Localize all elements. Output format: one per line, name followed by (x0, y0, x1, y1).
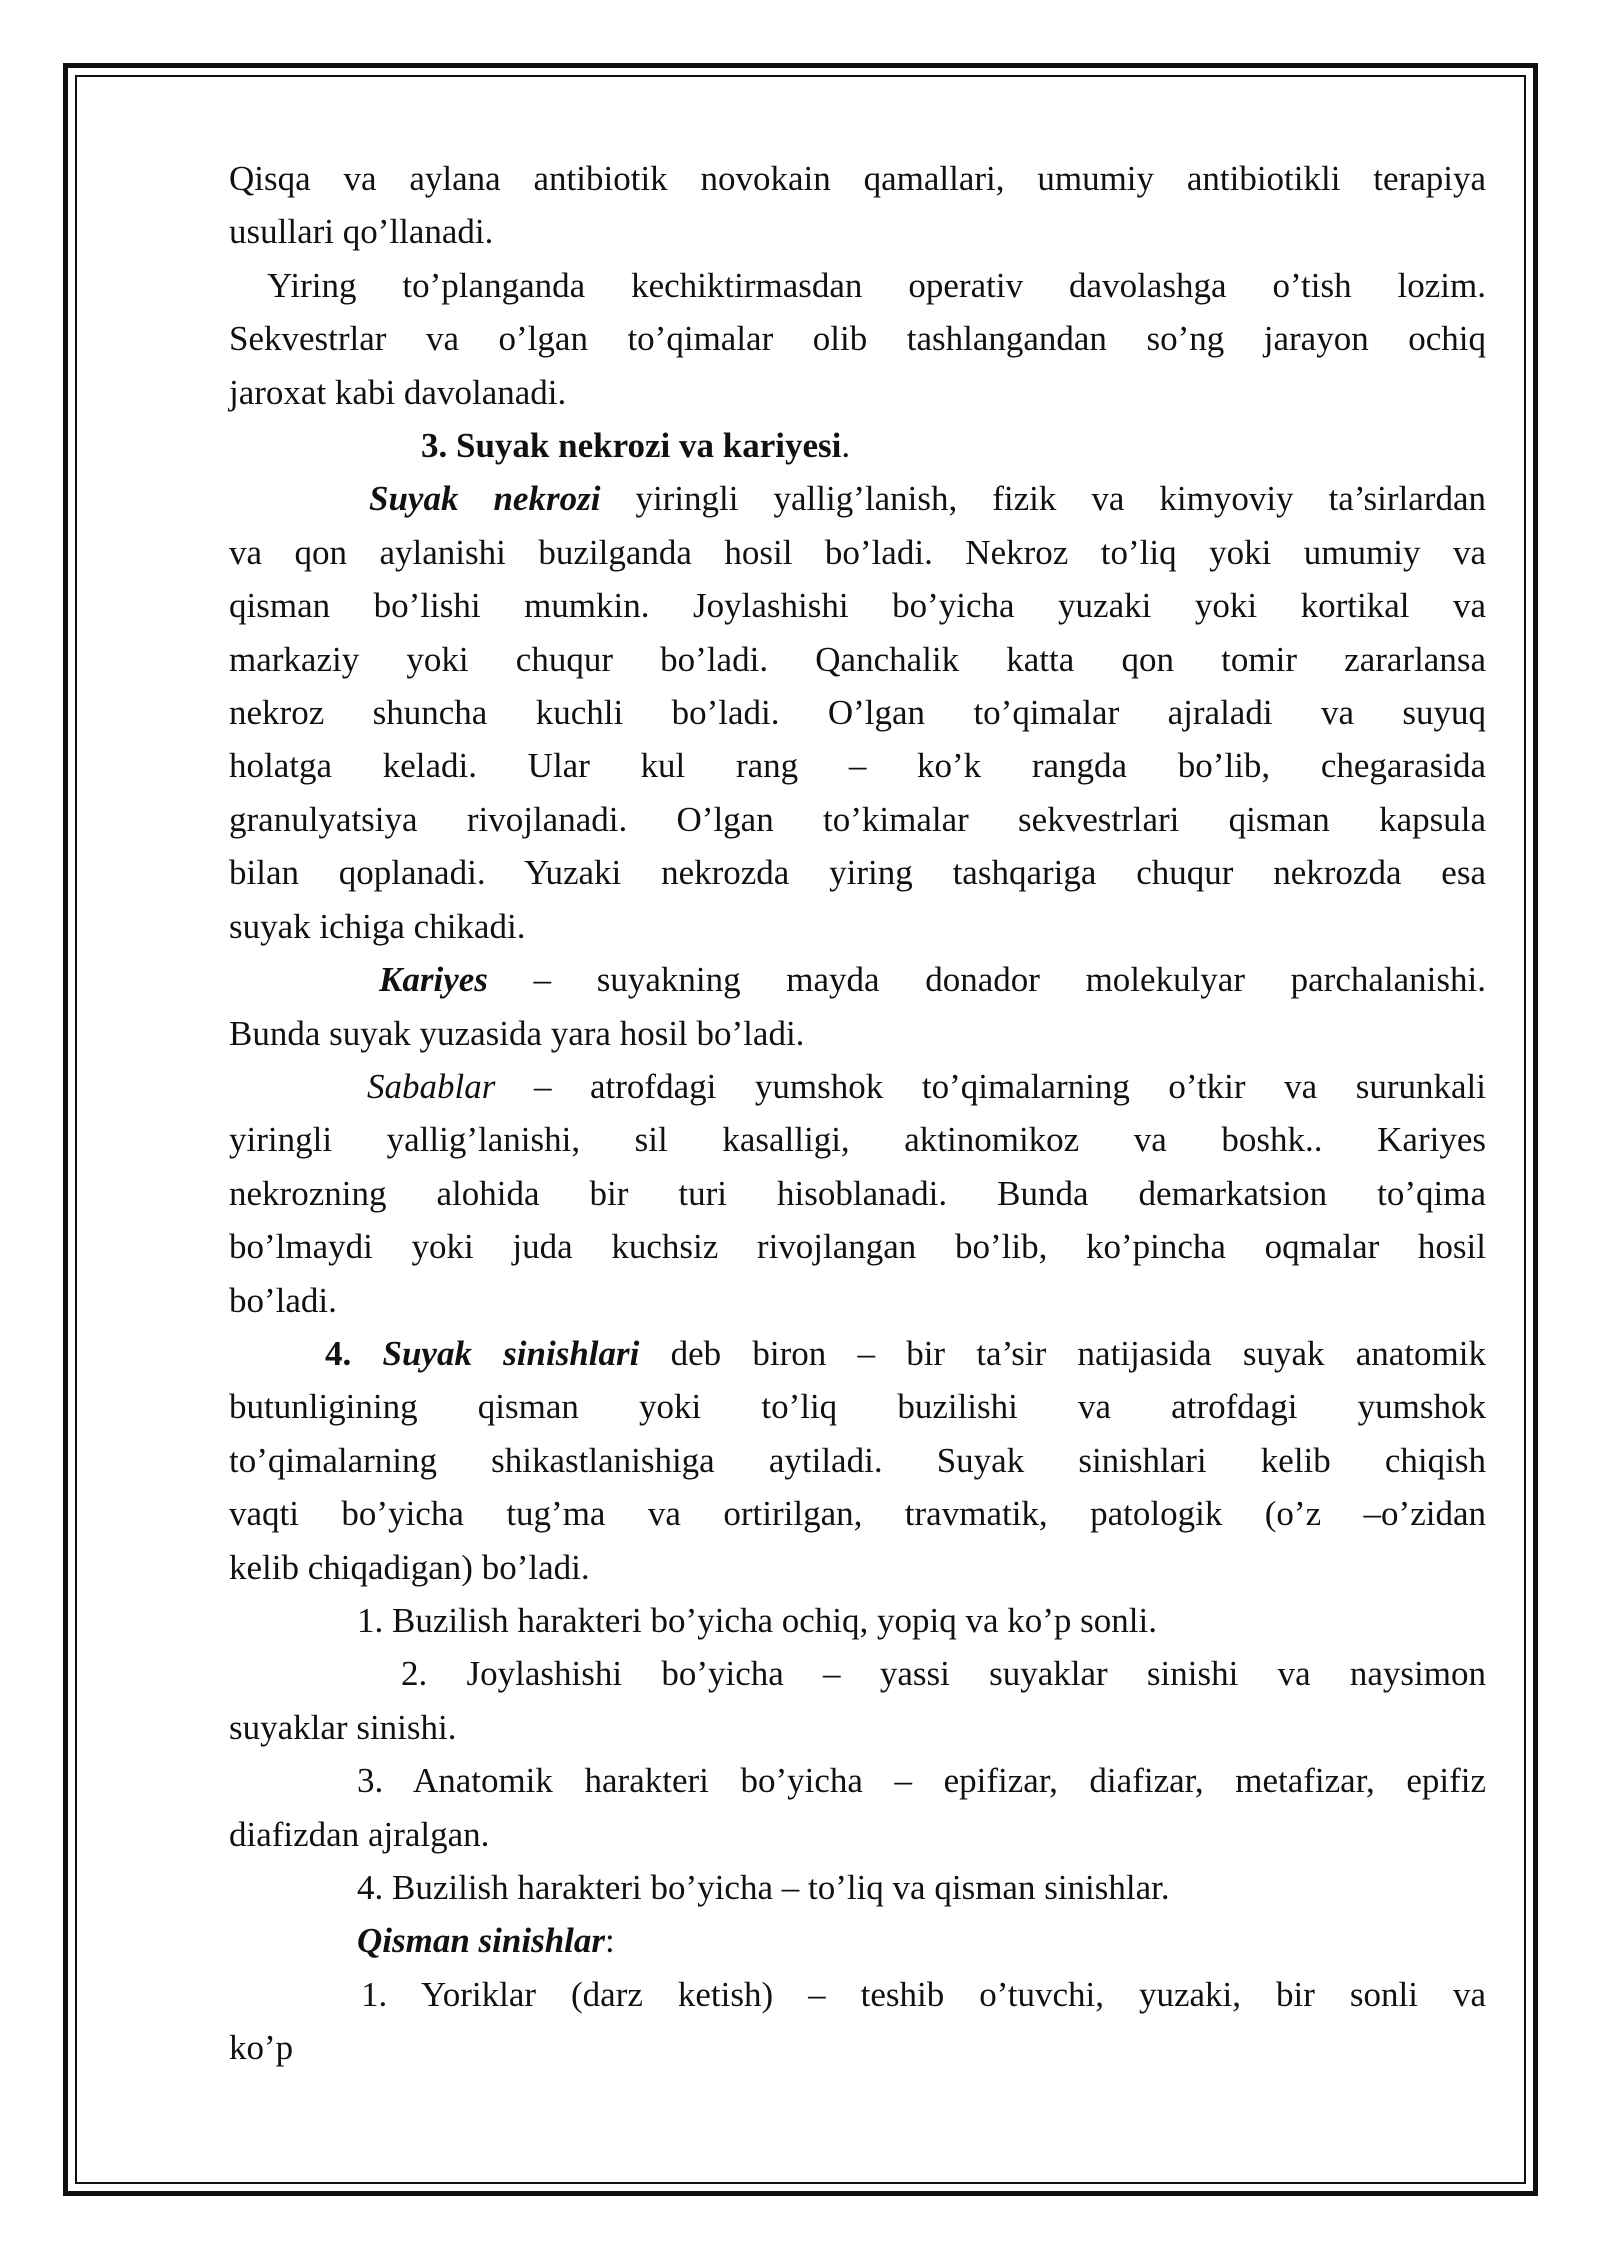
list-item (229, 1861, 1486, 1914)
text-line: bilan qoplanadi. Yuzaki nekrozda yiring tashqariga chuqur nekrozda esa (229, 853, 1486, 893)
text-fragment: yiringli yallig’lanish, fizik va kimyoviy ta’sirlardan (600, 479, 1486, 519)
text-line: holatga keladi. Ular kul rang – ko’k rangda bo’lib, chegarasida (229, 746, 1486, 786)
text-line: butunligining qisman yoki to’liq buzilishi va atrofdagi yumshok (229, 1387, 1486, 1427)
text-line: granulyatsiya rivojlanadi. O’lgan to’kimalar sekvestrlari qisman kapsula (229, 799, 1486, 839)
text-line: Qisqa va aylana antibiotik novokain qamallari, umumiy antibiotikli terapiya (229, 159, 1486, 198)
section-heading-text: 3. Suyak nekrozi va kariyesi (421, 426, 842, 466)
paragraph-caries (229, 953, 1486, 1060)
text-fragment: : (605, 1921, 615, 1961)
paragraph-fractures (229, 1327, 1486, 1594)
subheading-partial-fractures (229, 1914, 1486, 1967)
term-suyak-nekrozi: Suyak nekrozi (369, 479, 601, 519)
text-line: bo’lmaydi yoki juda kuchsiz rivojlangan bo’lib, ko’pincha oqmalar hosil (229, 1227, 1486, 1267)
term-kariyes: Kariyes (379, 960, 488, 1000)
term-qisman-sinishlar: Qisman sinishlar (357, 1921, 606, 1961)
text-line: qisman bo’lishi mumkin. Joylashishi bo’yicha yuzaki yoki kortikal va (229, 586, 1486, 626)
section-number: 4. (325, 1333, 383, 1373)
list-item (229, 1594, 1486, 1647)
text-line: markaziy yoki chuqur bo’ladi. Qanchalik katta qon tomir zararlansa (229, 639, 1486, 679)
text-line: 2. Joylashishi bo’yicha – yassi suyaklar sinishi va naysimon (401, 1654, 1486, 1694)
text-line (229, 1327, 1486, 1380)
text-line: Yiring to’planganda kechiktirmasdan operativ davolashga o’tish lozim. (267, 265, 1486, 305)
text-line: nekroz shuncha kuchli bo’ladi. O’lgan to’qimalar ajraladi va suyuq (229, 693, 1486, 733)
text-line: bo’ladi. (229, 1280, 337, 1320)
text-line: suyaklar sinishi. (229, 1707, 457, 1747)
text-line (229, 472, 1486, 525)
list-item (229, 1754, 1486, 1861)
text-line: 1. Buzilish harakteri bo’yicha ochiq, yopiq va ko’p sonli. (357, 1600, 1157, 1640)
text-fragment: – suyakning mayda donador molekulyar parchalanishi. (487, 960, 1486, 1000)
text-line: jaroxat kabi davolanadi. (229, 372, 567, 412)
text-fragment: deb biron – bir ta’sir natijasida suyak anatomik (639, 1333, 1487, 1373)
text-line: Sekvestrlar va o’lgan to’qimalar olib tashlangandan so’ng jarayon ochiq (229, 319, 1486, 359)
text-line: to’qimalarning shikastlanishiga aytiladi. Suyak sinishlari kelib chiqish (229, 1440, 1486, 1480)
paragraph-bone-necrosis (229, 472, 1486, 953)
text-line: yiringli yallig’lanishi, sil kasalligi, aktinomikoz va boshk.. Kariyes (229, 1120, 1486, 1160)
paragraph-antibiotic-therapy (229, 152, 1486, 259)
text-line: Bunda suyak yuzasida yara hosil bo’ladi. (229, 1013, 805, 1053)
text-line: ko’p (229, 2028, 294, 2068)
term-sabablar: Sabablar (367, 1066, 496, 1106)
text-line: nekrozning alohida bir turi hisoblanadi. Bunda demarkatsion to’qima (229, 1173, 1486, 1213)
term-suyak-sinishlari: Suyak sinishlari (382, 1333, 640, 1373)
text-line: 4. Buzilish harakteri bo’yicha – to’liq va qisman sinishlar. (357, 1868, 1170, 1907)
heading-period: . (841, 426, 851, 466)
text-line (229, 953, 1486, 1006)
document-body (229, 152, 1486, 2075)
text-line: 1. Yoriklar (darz ketish) – teshib o’tuvchi, yuzaki, bir sonli va (361, 1974, 1486, 2014)
paragraph-operative-treatment (229, 259, 1486, 419)
text-line: 3. Anatomik harakteri bo’yicha – epifizar, diafizar, metafizar, epifiz (357, 1761, 1486, 1801)
list-item (229, 1968, 1486, 2075)
text-fragment: – atrofdagi yumshok to’qimalarning o’tkir va surunkali (495, 1066, 1486, 1106)
text-line (229, 1060, 1486, 1113)
text-line: vaqti bo’yicha tug’ma va ortirilgan, travmatik, patologik (o’z –o’zidan (229, 1494, 1486, 1534)
list-item (229, 1647, 1486, 1754)
text-line: diafizdan ajralgan. (229, 1814, 490, 1854)
text-line: suyak ichiga chikadi. (229, 906, 526, 946)
section-heading (229, 419, 1486, 472)
text-line (229, 1914, 1486, 1967)
text-line: usullari qo’llanadi. (229, 212, 494, 252)
paragraph-causes (229, 1060, 1486, 1327)
text-line: kelib chiqadigan) bo’ladi. (229, 1547, 590, 1587)
text-line: va qon aylanishi buzilganda hosil bo’ladi. Nekroz to’liq yoki umumiy va (229, 532, 1486, 572)
